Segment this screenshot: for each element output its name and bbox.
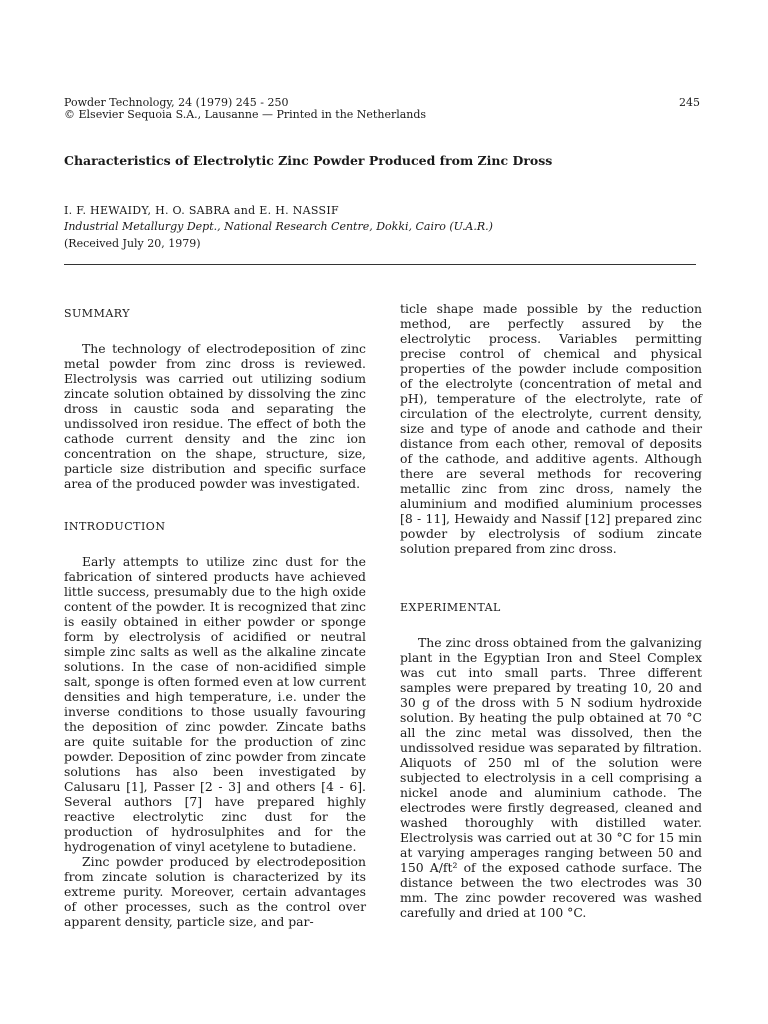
received-date: (Received July 20, 1979): [64, 237, 201, 250]
left-column: [64, 300, 366, 929]
experimental-paragraph: The zinc dross obtained from the galvanizing plant in the Egyptian Iron and Steel Complex was cut into small parts. Three different samples were prepared by treating 10, 20 and 30 g of the dross with 5 N sodium hydroxide solution. By heating the pulp obtained at 70 °C all the zinc metal was dissolved, then the undissolved residue was separated by filtration. Aliquots of 250 ml of the solution were subjected to electrolysis in a cell comprising a nickel anode and aluminium cathode. The electrodes were firstly degreased, cleaned and washed thoroughly with distilled water. Electrolysis was carried out at 30 °C for 15 min at varying amperages ranging between 50 and 150 A/ft² of the exposed cathode surface. The distance between the two electrodes was 30 mm. The zinc powder recovered was washed carefully and dried at 100 °C.: [400, 635, 702, 920]
right-column: [400, 301, 702, 920]
article-title: Characteristics of Electrolytic Zinc Powder Produced from Zinc Dross: [64, 153, 553, 168]
copyright-notice: © Elsevier Sequoia S.A., Lausanne — Printed in the Netherlands: [64, 108, 427, 121]
author-list: I. F. HEWAIDY, H. O. SABRA and E. H. NASSIF: [64, 204, 339, 217]
introduction-paragraph-1: Early attempts to utilize zinc dust for the fabrication of sintered products have achieved little success, presumably due to the high oxide content of the powder. It is recognized that zinc is easily obtained in either powder or sponge form by electrolysis of acidified or neutral simple zinc salts as well as the alkaline zincate solutions. In the case of non-acidified simple salt, sponge is often formed even at low current densities and high temperature, i.e. under the inverse conditions to those usually favouring the deposition of zinc powder. Zincate baths are quite suitable for the production of zinc powder. Deposition of zinc powder from zincate solutions has also been investigated by Calusaru [1], Passer [2 - 3] and others [4 - 6]. Several authors [7] have prepared highly reactive electrolytic zinc dust for the production of hydrosulphites and for the hydrogenation of vinyl acetylene to butadiene.: [64, 554, 366, 854]
author-affiliation: Industrial Metallurgy Dept., National Research Centre, Dokki, Cairo (U.A.R.): [64, 220, 493, 233]
introduction-paragraph-2: Zinc powder produced by electrodeposition from zincate solution is characterized by its extreme purity. Moreover, certain advantages of other processes, such as the control over apparent density, particle size, and par-: [64, 854, 366, 929]
summary-paragraph: The technology of electrodeposition of zinc metal powder from zinc dross is reviewed. Electrolysis was carried out utilizing sodium zincate solution obtained by dissolving the zinc dross in caustic soda and separating the undissolved iron residue. The effect of both the cathode current density and the zinc ion concentration on the shape, structure, size, particle size distribution and specific surface area of the produced powder was investigated.: [64, 341, 366, 491]
summary-heading: SUMMARY: [64, 307, 130, 320]
header-divider: [64, 264, 696, 265]
page-number: 245: [679, 96, 700, 109]
introduction-paragraph-continued: ticle shape made possible by the reduction method, are perfectly assured by the electrolytic process. Variables permitting precise control of chemical and physical properties of the powder include composition of the electrolyte (concentration of metal and pH), temperature of the electrolyte, rate of circulation of the electrolyte, current density, size and type of anode and cathode and their distance from each other, removal of deposits of the cathode, and additive agents. Although there are several methods for recovering metallic zinc from zinc dross, namely the aluminium and modified aluminium processes [8 - 11], Hewaidy and Nassif [12] prepared zinc powder by electrolysis of sodium zincate solution prepared from zinc dross.: [400, 301, 702, 556]
journal-citation: Powder Technology, 24 (1979) 245 - 250: [64, 96, 289, 109]
introduction-heading: INTRODUCTION: [64, 520, 166, 533]
experimental-heading: EXPERIMENTAL: [400, 601, 501, 614]
